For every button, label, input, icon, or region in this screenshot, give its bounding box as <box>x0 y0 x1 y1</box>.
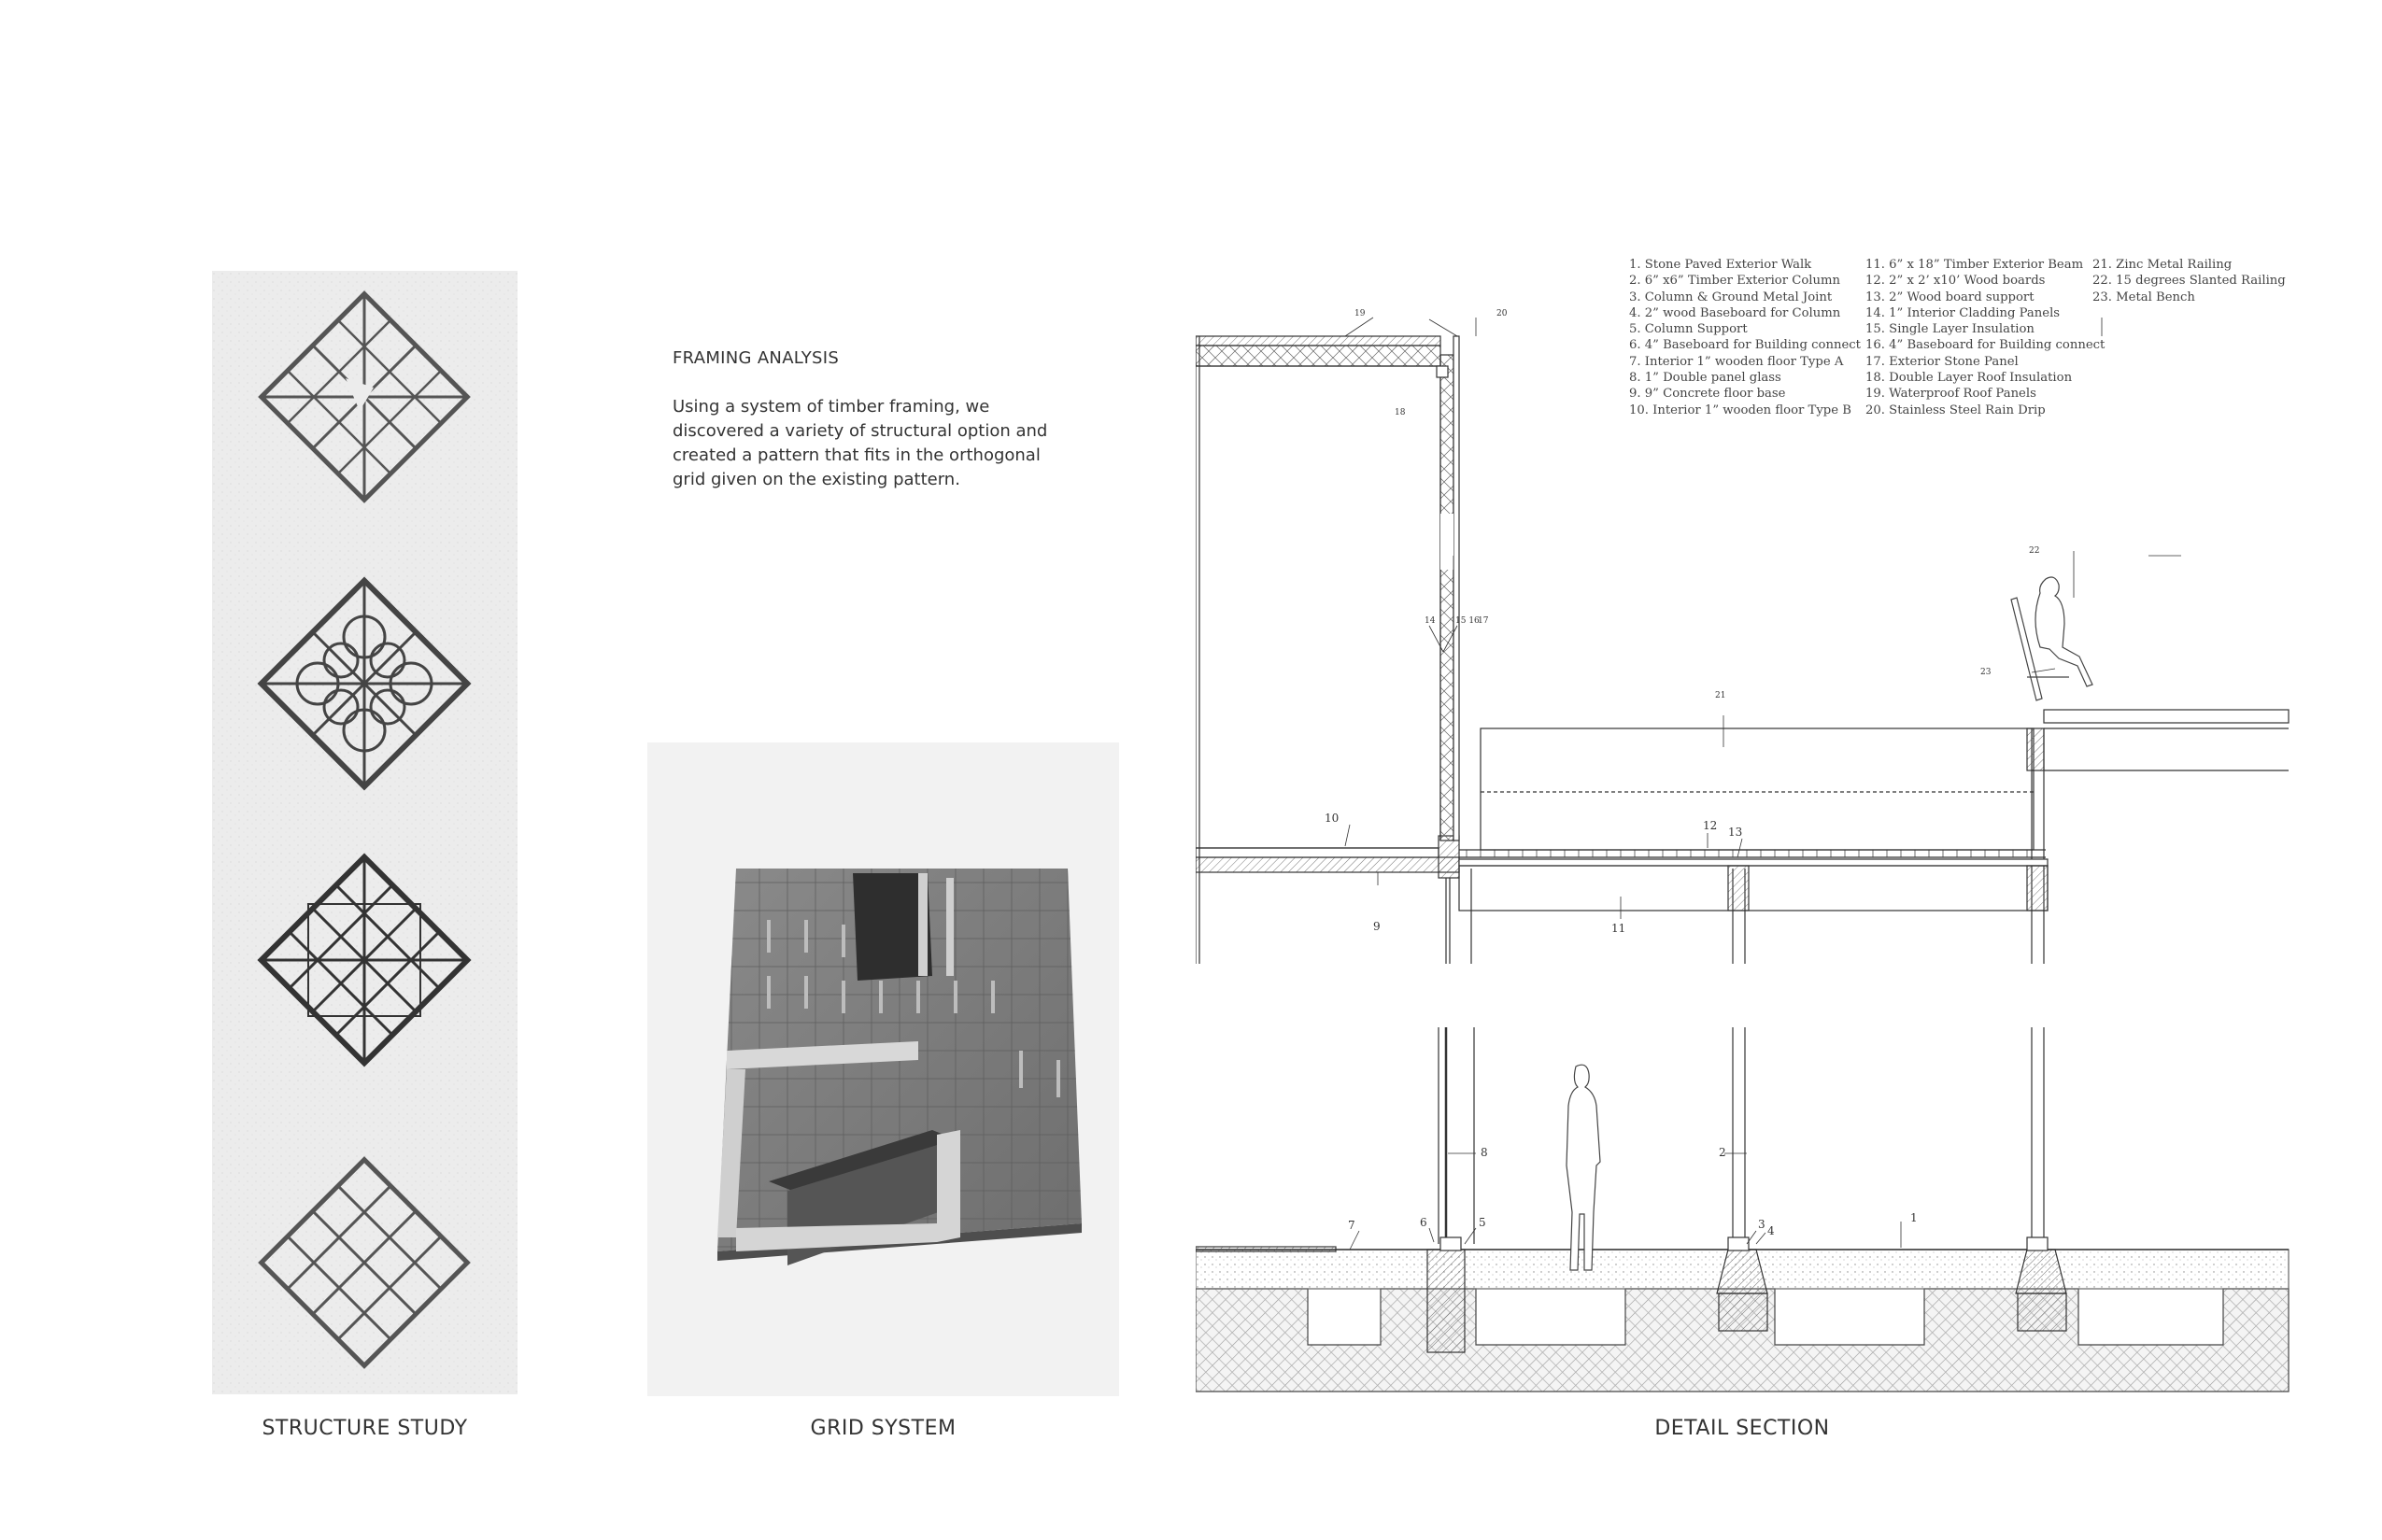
label-15-16: 15 16 <box>1455 616 1480 626</box>
label-14: 14 <box>1425 616 1436 626</box>
legend-item: 6. 4” Baseboard for Building connect <box>1629 338 1861 353</box>
label-3: 3 <box>1758 1218 1765 1231</box>
framing-analysis-title: FRAMING ANALYSIS <box>673 348 840 368</box>
label-2: 2 <box>1719 1146 1726 1159</box>
structure-models-image <box>212 271 518 1394</box>
label-8: 8 <box>1481 1146 1488 1159</box>
legend-item: 9. 9” Concrete floor base <box>1629 387 1786 402</box>
label-1: 1 <box>1910 1211 1918 1224</box>
label-5: 5 <box>1479 1216 1486 1229</box>
legend-item: 11. 6” x 18” Timber Exterior Beam <box>1865 258 2084 272</box>
legend-item: 4. 2” wood Baseboard for Column <box>1629 305 1841 320</box>
label-19: 19 <box>1354 309 1366 318</box>
legend-item: 14. 1” Interior Cladding Panels <box>1865 305 2061 320</box>
label-9: 9 <box>1373 920 1381 933</box>
legend-item: 22. 15 degrees Slanted Railing <box>2092 274 2286 289</box>
label-18: 18 <box>1395 408 1406 417</box>
structure-study-caption: STRUCTURE STUDY <box>262 1417 468 1440</box>
legend-item: 10. Interior 1” wooden floor Type B <box>1629 403 1851 417</box>
detail-section-caption: DETAIL SECTION <box>1654 1417 1830 1440</box>
legend-item: 23. Metal Bench <box>2092 290 2195 304</box>
grid-system-caption: GRID SYSTEM <box>810 1417 957 1440</box>
legend-item: 1. Stone Paved Exterior Walk <box>1629 258 1812 272</box>
label-12: 12 <box>1703 819 1718 832</box>
legend-item: 13. 2” Wood board support <box>1865 290 2035 304</box>
legend-item: 3. Column & Ground Metal Joint <box>1629 290 1833 304</box>
label-20: 20 <box>1496 309 1508 318</box>
framing-analysis-body: Using a system of timber framing, we discovered a variety of structural option and created a pattern that fits in the orthogonal grid given on the existing pattern. <box>673 397 1048 489</box>
legend-item: 20. Stainless Steel Rain Drip <box>1865 403 2046 417</box>
legend-item: 15. Single Layer Insulation <box>1865 322 2035 337</box>
label-4: 4 <box>1767 1224 1775 1237</box>
label-10: 10 <box>1325 812 1340 825</box>
legend-item: 2. 6” x6” Timber Exterior Column <box>1629 274 1840 289</box>
legend-item: 17. Exterior Stone Panel <box>1865 354 2019 369</box>
label-13: 13 <box>1728 826 1743 839</box>
legend-item: 12. 2” x 2’ x10’ Wood boards <box>1865 274 2046 289</box>
legend-item: 8. 1” Double panel glass <box>1629 371 1781 386</box>
grid-system-photo <box>647 742 1119 1396</box>
legend-item: 7. Interior 1” wooden floor Type A <box>1629 354 1844 369</box>
grid-model-image <box>647 742 1119 1396</box>
legend-item: 5. Column Support <box>1629 322 1748 337</box>
label-21: 21 <box>1715 691 1726 700</box>
label-17: 17 <box>1478 616 1489 626</box>
label-6: 6 <box>1420 1216 1427 1229</box>
structure-study-photo <box>212 271 518 1394</box>
legend-item: 19. Waterproof Roof Panels <box>1865 387 2036 402</box>
label-11: 11 <box>1611 922 1626 935</box>
label-23: 23 <box>1980 668 1992 677</box>
label-22: 22 <box>2029 546 2040 556</box>
detail-section-drawing <box>1196 299 2317 1401</box>
legend-item: 16. 4” Baseboard for Building connect <box>1865 338 2106 353</box>
label-7: 7 <box>1348 1219 1355 1232</box>
legend-item: 21. Zinc Metal Railing <box>2092 258 2233 272</box>
legend-item: 18. Double Layer Roof Insulation <box>1865 371 2073 386</box>
